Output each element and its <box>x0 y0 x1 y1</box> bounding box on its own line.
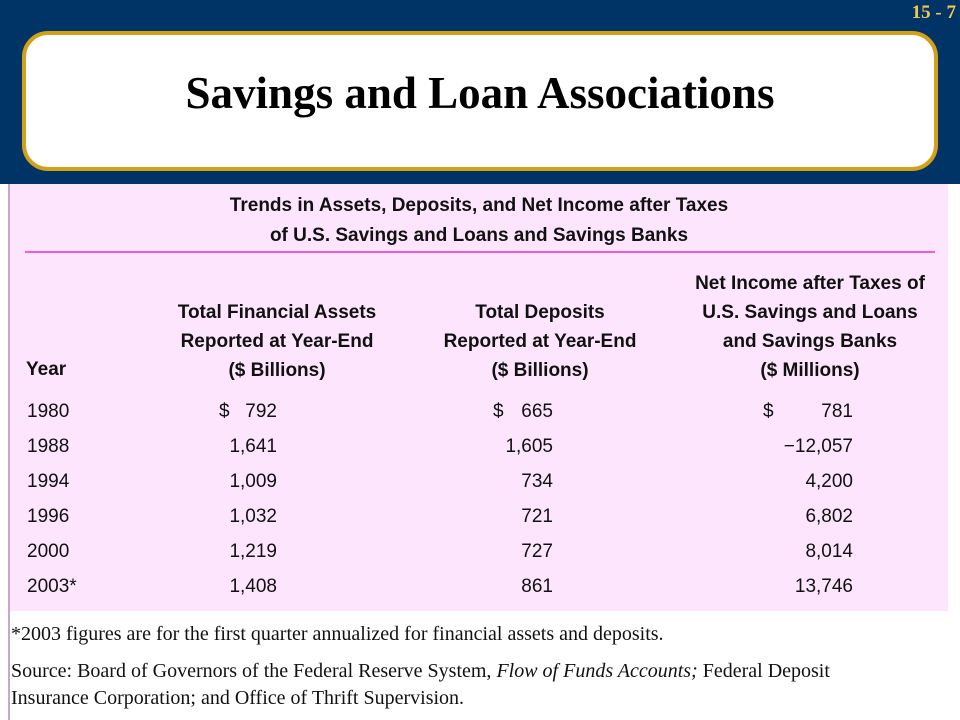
header-year: Year <box>26 359 67 380</box>
cell-income: 6,802 <box>805 506 853 527</box>
cell-assets: 1,641 <box>229 436 277 457</box>
header-income-line: Net Income after Taxes of <box>695 273 925 294</box>
header-assets <box>127 298 427 385</box>
slide-number: 15 - 7 <box>911 2 956 23</box>
cell-deposits: 721 <box>521 506 553 527</box>
cell-currency-symbol: $ <box>219 401 230 422</box>
cell-assets: 1,219 <box>229 541 277 562</box>
header-deposits-line: ($ Billions) <box>491 360 589 381</box>
table-title-line-1: Trends in Assets, Deposits, and Net Income after Taxes <box>229 195 729 216</box>
source-prefix: Source: Board of Governors of the Federal Reserve System, <box>11 660 497 682</box>
source-suffix: Federal Deposit Insurance Corporation; and Office of Thrift Supervision. <box>11 660 830 709</box>
cell-income: 13,746 <box>794 576 853 597</box>
title-box <box>22 31 938 171</box>
table-row <box>10 576 948 612</box>
cell-deposits: 665 <box>521 401 553 422</box>
header-deposits <box>390 298 690 385</box>
table-row <box>10 401 948 437</box>
cell-income: 781 <box>821 401 853 422</box>
table-row <box>10 506 948 542</box>
table-title <box>10 191 948 251</box>
table-title-line-2: of U.S. Savings and Loans and Savings Banks <box>269 225 689 246</box>
cell-year: 1988 <box>27 436 70 457</box>
header-income <box>670 269 950 385</box>
cell-assets: 1,408 <box>229 576 277 597</box>
cell-income: −12,057 <box>783 436 853 457</box>
header-income-line: ($ Millions) <box>760 360 860 381</box>
header-income-line: and Savings Banks <box>722 331 898 352</box>
data-table <box>10 184 948 611</box>
source-italic: Flow of Funds Accounts; <box>496 660 698 682</box>
header-income-line: U.S. Savings and Loans <box>702 302 918 323</box>
cell-year: 1996 <box>27 506 70 527</box>
cell-income: 8,014 <box>805 541 853 562</box>
cell-year: 2003* <box>27 576 77 597</box>
left-edge-strip <box>0 184 10 720</box>
header-assets-line: Total Financial Assets <box>177 302 377 323</box>
cell-deposits: 734 <box>521 471 553 492</box>
cell-deposits: 861 <box>521 576 553 597</box>
cell-currency-symbol: $ <box>493 401 504 422</box>
header-deposits-line: Reported at Year-End <box>443 331 637 352</box>
table-row <box>10 471 948 507</box>
cell-assets: 792 <box>245 401 277 422</box>
header-deposits-line: Total Deposits <box>475 302 605 323</box>
cell-assets: 1,009 <box>229 471 277 492</box>
source-note <box>11 658 911 712</box>
header-band <box>0 0 960 184</box>
cell-currency-symbol: $ <box>763 401 774 422</box>
table-footnote: *2003 figures are for the first quarter annualized for financial assets and deposits. <box>11 623 664 645</box>
table-row <box>10 541 948 577</box>
header-assets-line: Reported at Year-End <box>180 331 374 352</box>
cell-income: 4,200 <box>805 471 853 492</box>
cell-year: 2000 <box>27 541 70 562</box>
cell-year: 1994 <box>27 471 70 492</box>
table-divider <box>25 251 935 253</box>
header-assets-line: ($ Billions) <box>228 360 326 381</box>
cell-year: 1980 <box>27 401 70 422</box>
cell-deposits: 727 <box>521 541 553 562</box>
slide-title: Savings and Loan Associations <box>185 68 775 118</box>
cell-assets: 1,032 <box>229 506 277 527</box>
cell-deposits: 1,605 <box>505 436 553 457</box>
table-row <box>10 436 948 472</box>
